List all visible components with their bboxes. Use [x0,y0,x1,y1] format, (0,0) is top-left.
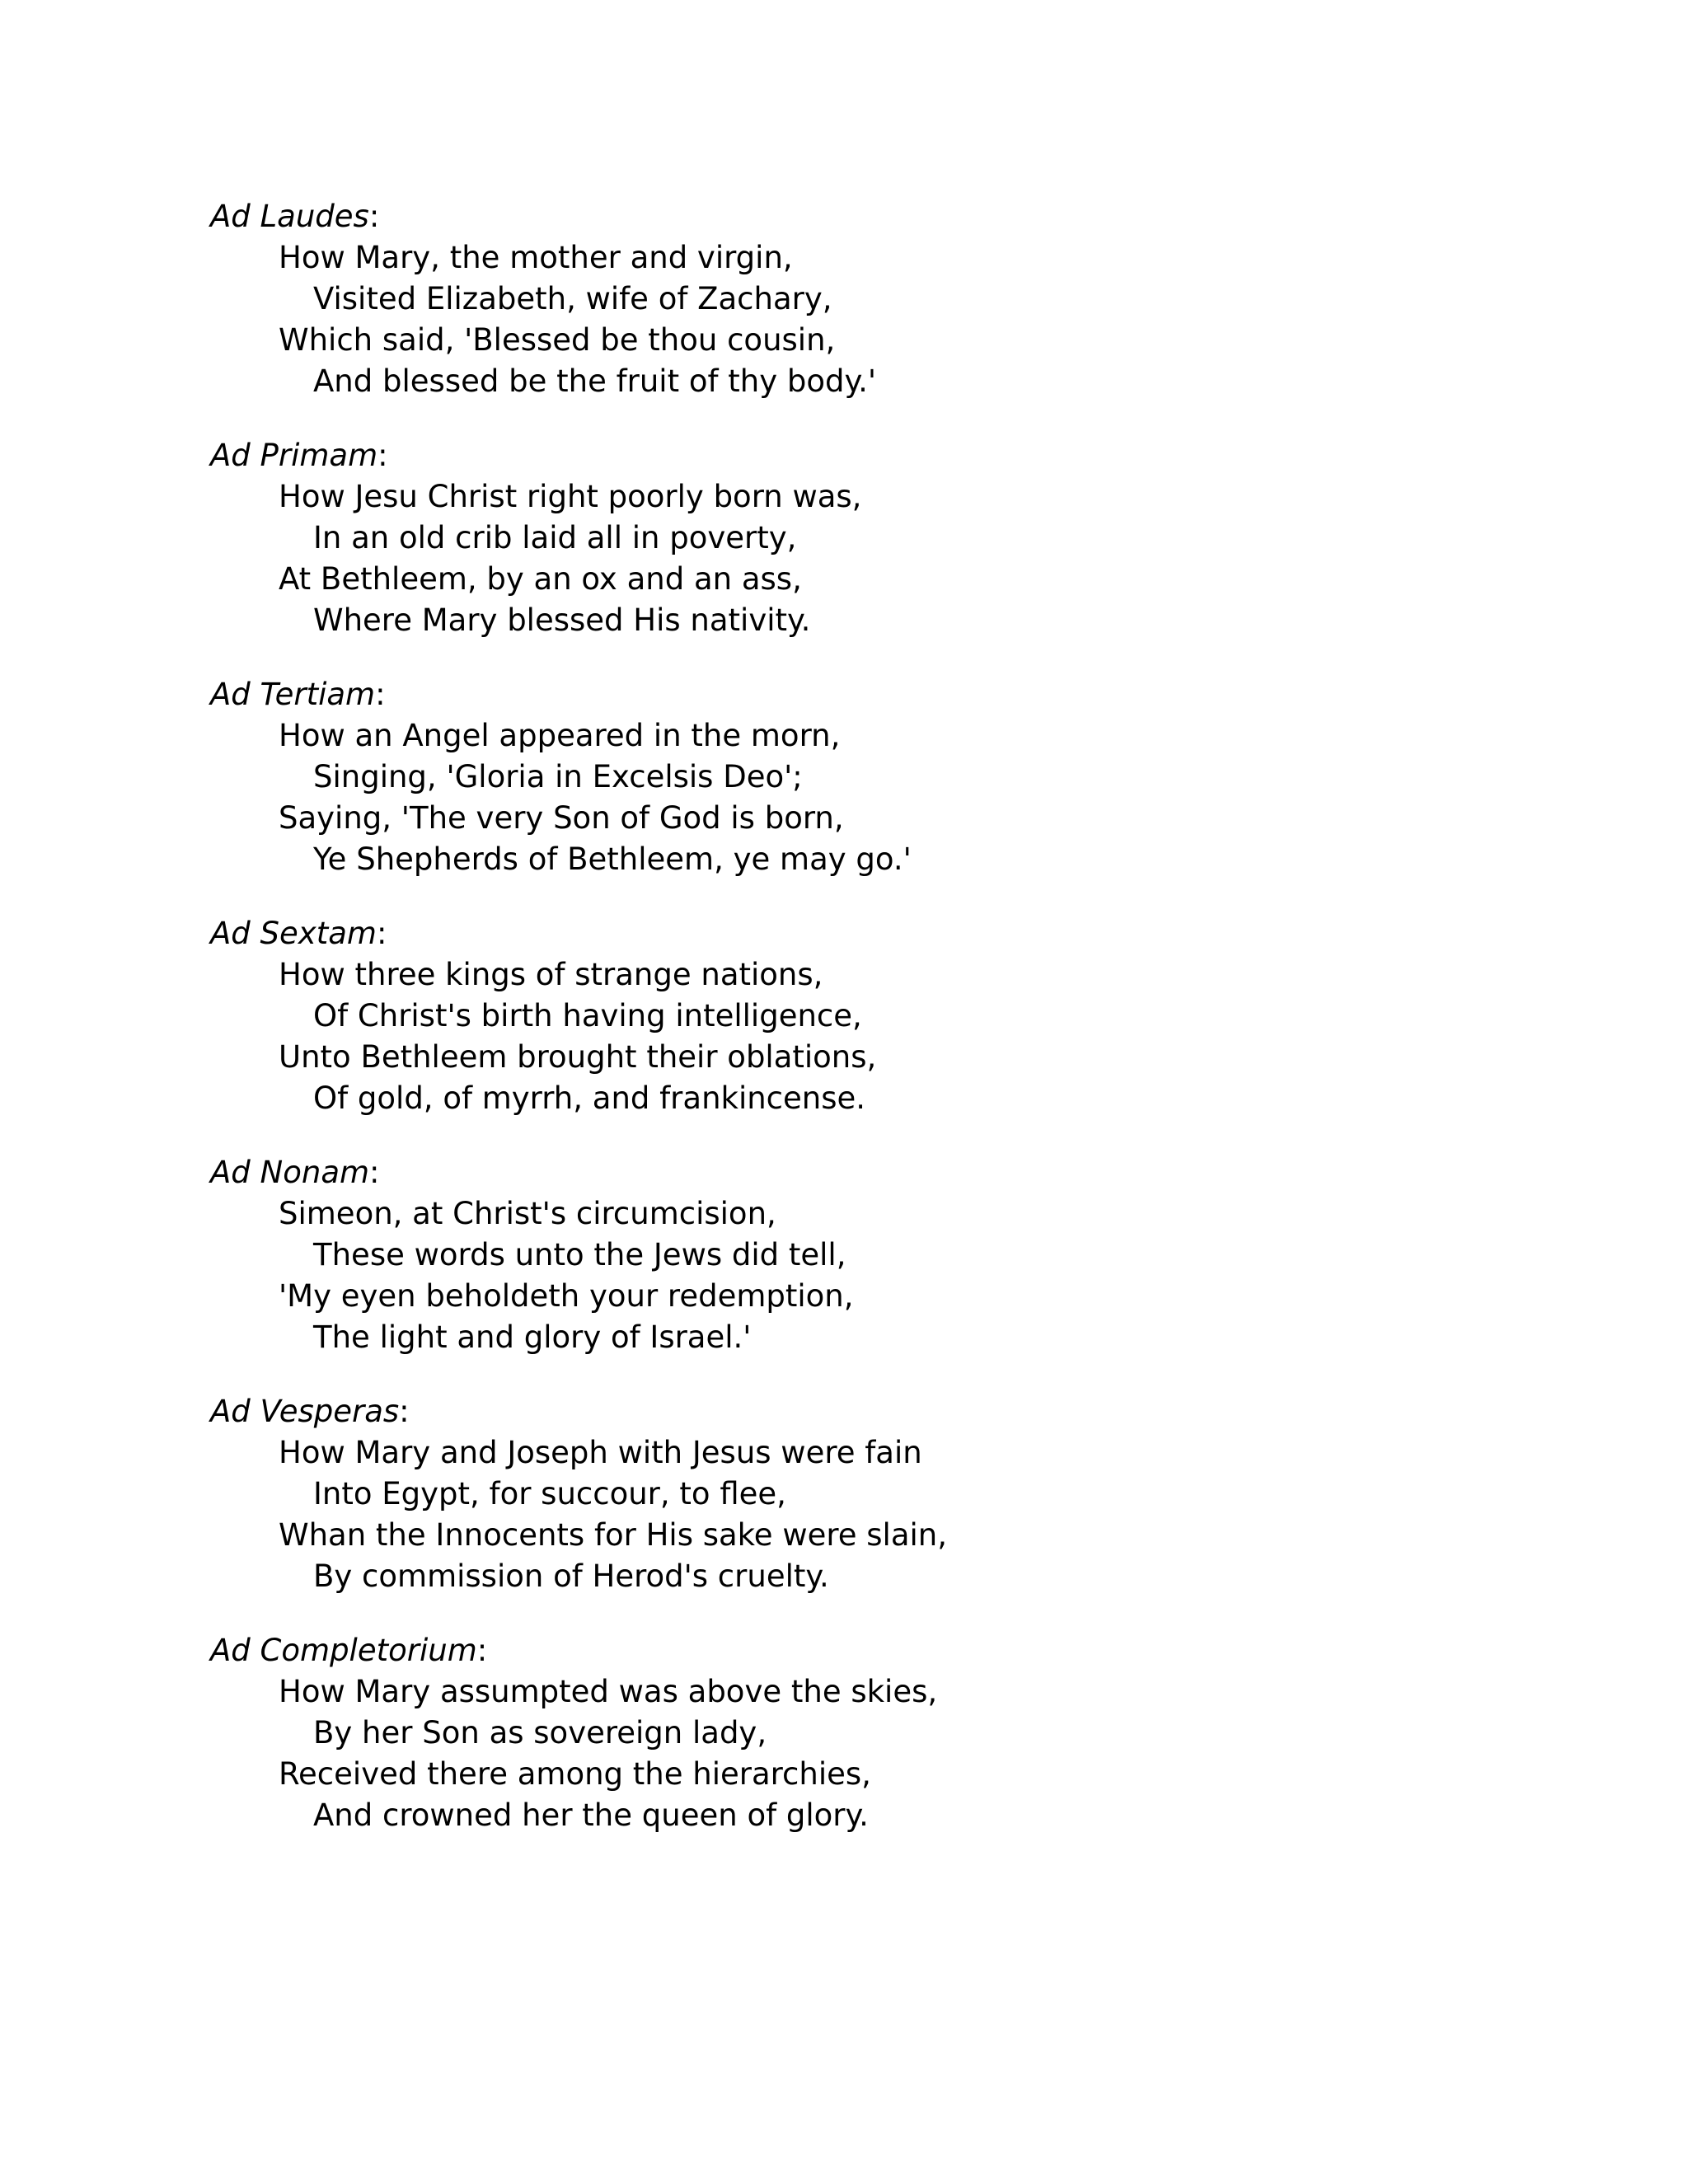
verse-line: How Mary and Joseph with Jesus were fain [279,1435,922,1470]
verse-line: 'My eyen beholdeth your redemption, [279,1278,854,1314]
stanza-heading-title: Ad Sextam [210,916,377,951]
stanza-heading: Ad Sextam: [210,916,387,951]
verse-line: By commission of Herod's cruelty. [313,1558,829,1594]
stanza-heading-title: Ad Primam [210,438,378,473]
stanza-ad-laudes [210,196,1447,402]
verse-line: Unto Bethleem brought their oblations, [279,1039,877,1075]
verse-line: How Jesu Christ right poorly born was, [279,479,862,514]
stanza-heading-title: Ad Tertiam [210,677,376,712]
stanza-ad-primam [210,435,1447,641]
verse-line: At Bethleem, by an ox and an ass, [279,561,802,597]
verse-line: Simeon, at Christ's circumcision, [279,1196,776,1231]
verse-line: And crowned her the queen of glory. [313,1797,869,1833]
stanza-heading: Ad Laudes: [210,199,380,234]
stanza-heading: Ad Completorium: [210,1633,488,1668]
stanza-heading: Ad Tertiam: [210,677,386,712]
stanza-ad-vesperas [210,1391,1447,1597]
verse-line: Where Mary blessed His nativity. [313,602,811,638]
stanza-heading: Ad Nonam: [210,1155,380,1190]
verse-line: How Mary, the mother and virgin, [279,240,793,275]
stanza-ad-sextam [210,913,1447,1119]
verse-line: How three kings of strange nations, [279,957,823,992]
stanza-heading: Ad Primam: [210,438,388,473]
stanza-heading-title: Ad Laudes [210,199,369,234]
stanza-ad-completorium [210,1630,1447,1836]
verse-line: How Mary assumpted was above the skies, [279,1674,938,1709]
verse-line: By her Son as sovereign lady, [313,1715,767,1750]
verse-line: Into Egypt, for succour, to flee, [313,1476,786,1511]
stanza-ad-nonam [210,1152,1447,1358]
verse-line: Singing, 'Gloria in Excelsis Deo'; [313,759,803,794]
stanza-heading-title: Ad Nonam [210,1155,370,1190]
verse-line: These words unto the Jews did tell, [313,1237,846,1272]
verse-line: Whan the Innocents for His sake were slain, [279,1517,947,1553]
verse-line: Of Christ's birth having intelligence, [313,998,862,1033]
verse-line: Ye Shepherds of Bethleem, ye may go.' [313,841,912,877]
verse-line: The light and glory of Israel.' [313,1319,752,1355]
verse-line: Of gold, of myrrh, and frankincense. [313,1080,866,1116]
verse-line: Saying, 'The very Son of God is born, [279,800,844,836]
poem [210,196,1447,1869]
verse-line: How an Angel appeared in the morn, [279,718,841,753]
stanza-heading-title: Ad Completorium [210,1633,477,1668]
verse-line: Visited Elizabeth, wife of Zachary, [313,281,832,316]
verse-line: Which said, 'Blessed be thou cousin, [279,322,836,358]
verse-line: In an old crib laid all in poverty, [313,520,797,555]
verse-line: Received there among the hierarchies, [279,1756,871,1792]
stanza-heading-title: Ad Vesperas [210,1394,400,1429]
stanza-ad-tertiam [210,674,1447,880]
verse-line: And blessed be the fruit of thy body.' [313,363,877,399]
stanza-heading: Ad Vesperas: [210,1394,410,1429]
